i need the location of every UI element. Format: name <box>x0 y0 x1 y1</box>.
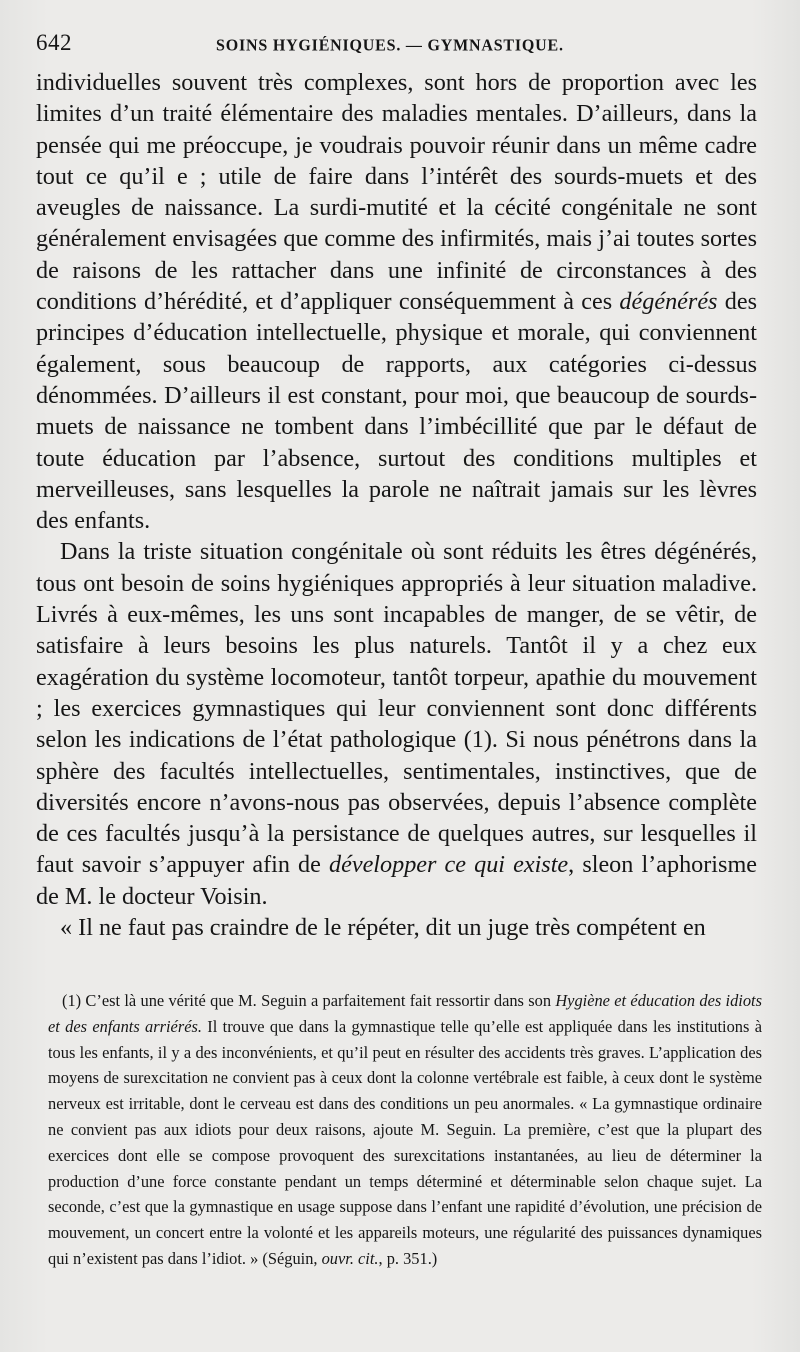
paragraph <box>36 912 757 943</box>
paragraph-text: « Il ne faut pas craindre de le répéter, dit un juge très compétent en <box>60 914 706 942</box>
paragraph-text: , sleon l’aphorisme de M. le docteur Voisin. <box>36 851 757 910</box>
footnote-text: , p. 351.) <box>378 1248 438 1268</box>
italic-term: dégénérés <box>619 288 718 316</box>
paragraph-continued <box>36 67 757 536</box>
footnotes <box>48 988 762 1272</box>
page-number: 642 <box>36 30 72 55</box>
italic-citation: ouvr. cit. <box>321 1248 379 1268</box>
italic-title: Hygiène et éducation des idiots et des enfants arriérés. <box>48 991 762 1036</box>
footnote-text: Il trouve que dans la gymnastique telle qu’elle est appliquée dans les institutions à tous les enfants, il y a des inconvénients, et qu’il peut en résulter des accidents très graves. L’application des moyens de surexcitation ne convient pas à ceux dont la colonne vertébrale est faible, à ceux dont le système nerveux est irritable, dont le cerveau est dans des conditions un peu anormales. « La gymnastique ordinaire ne convient pas aux idiots pour deux raisons, ajoute M. Seguin. La première, c’est que la plupart des exercices dont elle se compose provoquent des surexcitations instantanées, au lieu de déterminer la production d’une force constante pendant un temps déterminé et déterminable selon chaque sujet. La seconde, c’est que la gymnastique en usage suppose dans l’enfant une rapidité d’évolution, une précision de mouvement, un concert entre la volonté et les appareils moteurs, une régularité des puissances dynamiques qui n’existent pas dans l’idiot. » (Séguin, <box>48 1016 762 1268</box>
italic-phrase: développer ce qui existe <box>329 851 569 879</box>
paragraph-text: individuelles souvent très complexes, sont hors de proportion avec les limites d’un traité élémentaire des maladies mentales. D’ailleurs, dans la pensée qui me préoccupe, je voudrais pouvoir réunir dans un même cadre tout ce qu’il e ; utile de faire dans l’intérêt des sourds-muets et des aveugles de naissance. La surdi-mutité et la cécité congénitale ne sont généralement envisagées que comme des infirmités, mais j’ai toutes sortes de raisons de les rattacher dans une infinité de circonstances à des conditions d’hérédité, et d’appliquer conséquemment à ces <box>36 69 757 316</box>
paragraph <box>36 536 757 912</box>
paragraph-text: Dans la triste situation congénitale où sont réduits les êtres dégénérés, tous ont besoin de soins hygiéniques appropriés à leur situation maladive. Livrés à eux-mêmes, les uns sont incapables de manger, de se vêtir, de satisfaire à leurs besoins les plus naturels. Tantôt il y a chez eux exagération du système locomoteur, tantôt torpeur, apathie du mouvement ; les exercices gymnastiques qui leur conviennent sont donc différents selon les indications de l’état pathologique (1). Si nous pénétrons dans la sphère des facultés intellectuelles, sentimentales, instinctives, que de diversités encore n’avons-nous pas observées, depuis l’absence complète de ces facultés jusqu’à la persistance de quelques autres, sur lesquelles il faut savoir s’appuyer afin de <box>36 538 757 879</box>
footnote-text: (1) C’est là une vérité que M. Seguin a parfaitement fait ressortir dans son <box>62 991 556 1010</box>
running-title: SOINS HYGIÉNIQUES. — GYMNASTIQUE. <box>216 36 564 55</box>
paragraph-text: des principes d’éducation intellectuelle, physique et morale, qui conviennent également, sous beaucoup de rapports, aux catégories ci-dessus dénommées. D’ailleurs il est constant, pour moi, que beaucoup de sourds-muets de naissance ne tombent dans l’imbécillité que par le défaut de toute éducation par l’absence, surtout des conditions multiples et merveilleuses, sans lesquelles la parole ne naîtrait jamais sur les lèvres des enfants. <box>36 288 757 535</box>
running-head <box>36 30 760 60</box>
body-text <box>36 67 757 943</box>
footnote <box>48 988 762 1272</box>
